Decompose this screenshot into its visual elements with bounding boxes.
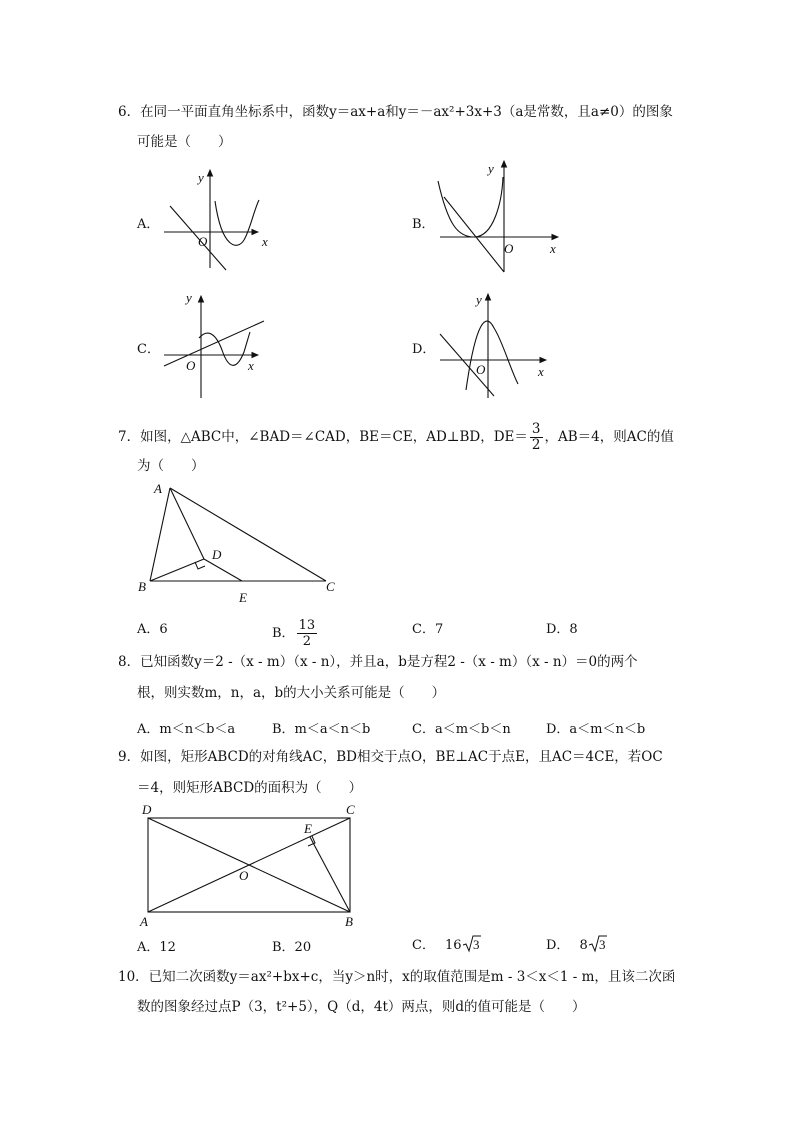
x-axis-label: x: [248, 358, 254, 373]
parabola-graph: [199, 332, 250, 365]
point-o-label: O: [239, 868, 249, 883]
graph-d: [432, 290, 582, 400]
graph-c: [158, 290, 298, 400]
triangle-figure: [140, 481, 340, 611]
q7-text-post: ，AB＝4，则AC的值: [544, 429, 674, 445]
rectangle-figure: [138, 802, 378, 932]
q7-line2: 为（ ）: [137, 458, 205, 474]
point-c-label: C: [326, 579, 335, 594]
x-axis-label: x: [538, 364, 544, 379]
q9-option-d[interactable]: [546, 934, 608, 957]
point-c-label: C: [346, 802, 355, 817]
q7-option-a[interactable]: A．6: [137, 622, 168, 637]
q8-line2: 根，则实数m，n，a，b的大小关系可能是（ ）: [137, 685, 446, 701]
q10-line1: 10．已知二次函数y＝ax²+bx+c，当y＞n时，x的取值范围是m - 3＜x＜1 - m，且该二次函: [118, 969, 676, 985]
y-axis-label: y: [488, 161, 494, 176]
line-graph: [444, 197, 504, 272]
q6-option-d[interactable]: D．: [412, 342, 436, 357]
q10-line2: 数的图象经过点P（3，t²+5），Q（d，4t）两点，则d的值可能是（ ）: [137, 999, 586, 1015]
q8-option-b[interactable]: B．m＜a＜n＜b: [272, 722, 371, 737]
q9-optc-coef: 16: [444, 938, 462, 953]
q7-line1: [118, 422, 674, 453]
q7-option-b[interactable]: [272, 618, 319, 649]
q7-text-pre: 7．如图，△ABC中，∠BAD＝∠CAD，BE＝CE，AD⊥BD，DE＝: [118, 429, 528, 445]
parabola-graph: [438, 177, 503, 237]
q9-optc-radicand: 3: [472, 936, 479, 952]
point-e-label: E: [304, 821, 312, 836]
q8-option-a[interactable]: A．m＜n＜b＜a: [137, 722, 236, 737]
q9-option-a[interactable]: A．12: [137, 940, 176, 955]
q9-option-d-letter: D．: [546, 938, 570, 953]
q8-line1: 8．已知函数y＝2 -（x - m）（x - n），并且a，b是方程2 -（x - m）（x - n）＝0的两个: [118, 654, 638, 670]
point-b-label: B: [138, 579, 146, 594]
q7-de-den: 2: [531, 437, 541, 453]
point-e-label: E: [239, 590, 247, 605]
y-axis-label: y: [198, 170, 204, 185]
origin-label: O: [186, 358, 196, 373]
point-d-label: D: [212, 547, 222, 562]
point-d-label: D: [142, 802, 152, 817]
q9-optd-radicand: 3: [598, 936, 606, 952]
origin-label: O: [504, 241, 514, 256]
point-b-label: B: [345, 914, 353, 929]
q9-optd-coef: 8: [579, 938, 588, 953]
q8-option-d[interactable]: D．a＜m＜n＜b: [546, 722, 646, 737]
q7-de-num: 3: [531, 421, 541, 437]
q7-optb-den: 2: [302, 634, 311, 649]
q6-option-c[interactable]: C．: [137, 342, 160, 357]
q7-option-b-fraction: [297, 618, 318, 649]
q9-optd-sqrt: [588, 935, 608, 957]
q9-line2: ＝4，则矩形ABCD的面积为（ ）: [137, 780, 363, 796]
q9-option-b[interactable]: B．20: [272, 940, 312, 955]
q9-line1: 9．如图，矩形ABCD的对角线AC，BD相交于点O，BE⊥AC于点E，且AC＝4CE，若OC: [118, 749, 663, 765]
q6-line1: 6．在同一平面直角坐标系中，函数y＝ax+a和y＝－ax²+3x+3（a是常数，且a≠0）的图象: [118, 104, 673, 120]
graph-b: [432, 157, 572, 267]
q6-line2: 可能是（ ）: [137, 134, 232, 150]
q7-de-fraction: [530, 422, 543, 453]
parabola-graph: [215, 200, 259, 245]
q9-option-c[interactable]: [412, 934, 482, 957]
q9-option-c-letter: C．: [412, 938, 435, 953]
q7-optb-num: 13: [298, 618, 316, 633]
graph-a: [158, 160, 298, 270]
q7-option-c[interactable]: C．7: [412, 622, 444, 637]
q6-option-b[interactable]: B．: [412, 217, 435, 232]
origin-label: O: [476, 362, 486, 377]
y-axis-label: y: [186, 290, 192, 305]
q7-option-d[interactable]: D．8: [546, 622, 578, 637]
x-axis-label: x: [262, 234, 268, 249]
x-axis-label: x: [550, 241, 556, 256]
point-a-label: A: [154, 481, 162, 496]
q8-option-c[interactable]: C．a＜m＜b＜n: [412, 722, 511, 737]
q9-optc-sqrt: [462, 935, 482, 957]
y-axis-label: y: [476, 292, 482, 307]
point-a-label: A: [140, 914, 148, 929]
parabola-graph: [466, 321, 518, 390]
q7-option-b-letter: B．: [272, 626, 295, 641]
q6-option-a[interactable]: A．: [137, 217, 160, 232]
origin-label: O: [198, 234, 208, 249]
